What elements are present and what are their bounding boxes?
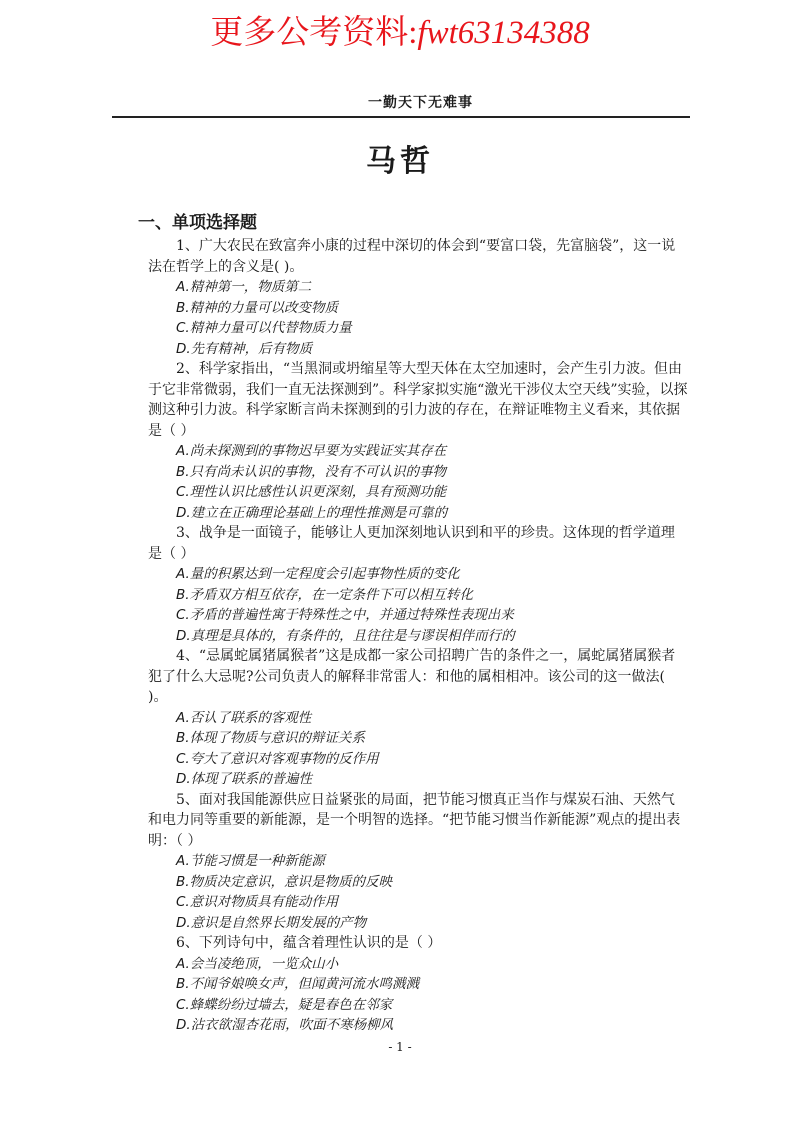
option-d: D.真理是具体的，有条件的，且往往是与谬误相伴而行的 — [176, 627, 515, 644]
question-5 — [148, 790, 688, 934]
question-list — [148, 236, 688, 1036]
option-b: B.矛盾双方相互依存，在一定条件下可以相互转化 — [176, 586, 474, 603]
option-c: C.蜂蝶纷纷过墙去，疑是春色在邻家 — [176, 996, 393, 1013]
question-3 — [148, 523, 688, 646]
header-rule — [112, 116, 690, 118]
header-motto: 一勤天下无难事 — [368, 95, 473, 111]
option-b: B.体现了物质与意识的辩证关系 — [176, 730, 366, 746]
option-b: B.精神的力量可以改变物质 — [176, 299, 339, 316]
option-a: A.精神第一，物质第二 — [176, 279, 312, 295]
section-heading: 一、单项选择题 — [138, 213, 257, 233]
option-a: A.否认了联系的客观性 — [176, 709, 312, 726]
option-b: B.只有尚未认识的事物，没有不可认识的事物 — [176, 463, 447, 480]
question-4 — [148, 646, 688, 790]
option-b: B.物质决定意识，意识是物质的反映 — [176, 873, 393, 890]
option-d: D.建立在正确理论基础上的理性推测是可靠的 — [176, 504, 448, 521]
watermark-prefix: 更多公考资料: — [210, 15, 418, 51]
option-d: D.沾衣欲湿杏花雨，吹面不寒杨柳风 — [176, 1017, 394, 1033]
option-c: C.理性认识比感性认识更深刻，具有预测功能 — [176, 484, 447, 500]
question-2 — [148, 359, 688, 523]
watermark-handle: fwt63134388 — [417, 15, 590, 51]
option-a: A.尚未探测到的事物迟早要为实践证实其存在 — [176, 443, 447, 459]
option-c: C.精神力量可以代替物质力量 — [176, 320, 352, 336]
question-1 — [148, 236, 688, 359]
option-d: D.先有精神，后有物质 — [176, 340, 313, 357]
question-stem: 4、“忌属蛇属猪属猴者”这是成都一家公司招聘广告的条件之一，属蛇属猪属猴者犯了什么大忌呢?公司负责人的解释非常雷人：和他的属相相冲。该公司的这一做法( )。 — [148, 648, 676, 705]
watermark-banner — [0, 6, 800, 53]
option-d: D.体现了联系的普遍性 — [176, 771, 313, 787]
option-a: A.节能习惯是一种新能源 — [176, 853, 325, 869]
option-b: B.不闻爷娘唤女声，但闻黄河流水鸣溅溅 — [176, 976, 420, 992]
page-number: - 1 - — [388, 1040, 412, 1054]
page-title: 马哲 — [366, 144, 434, 179]
question-stem: 1、广大农民在致富奔小康的过程中深切的体会到“要富口袋，先富脑袋”，这一说法在哲学上的含义是( )。 — [148, 238, 676, 275]
option-d: D.意识是自然界长期发展的产物 — [176, 914, 367, 931]
question-stem: 2、科学家指出，“当黑洞或坍缩星等大型天体在太空加速时，会产生引力波。但由于它非常微弱，我们一直无法探测到”。科学家拟实施“激光干涉仪太空天线”实验，以探测这种引力波。科学家断言尚未探测到的引力波的存在，在辩证唯物主义看来，其依据是（ ） — [148, 361, 688, 439]
option-a: A.量的积累达到一定程度会引起事物性质的变化 — [176, 566, 460, 582]
option-c: C.矛盾的普遍性寓于特殊性之中，并通过特殊性表现出来 — [176, 607, 514, 623]
option-c: C.意识对物质具有能动作用 — [176, 894, 339, 910]
option-c: C.夸大了意识对客观事物的反作用 — [176, 750, 379, 767]
question-stem: 6、下列诗句中，蕴含着理性认识的是（ ） — [176, 935, 442, 951]
question-stem: 5、面对我国能源供应日益紧张的局面，把节能习惯真正当作与煤炭石油、天然气和电力同等重要的新能源，是一个明智的选择。“把节能习惯当作新能源”观点的提出表明：（ ） — [148, 791, 681, 849]
option-a: A.会当凌绝顶，一览众山小 — [176, 955, 339, 972]
question-6 — [148, 933, 688, 1036]
question-stem: 3、战争是一面镜子，能够让人更加深刻地认识到和平的珍贵。这体现的哲学道理是（ ） — [148, 525, 675, 562]
